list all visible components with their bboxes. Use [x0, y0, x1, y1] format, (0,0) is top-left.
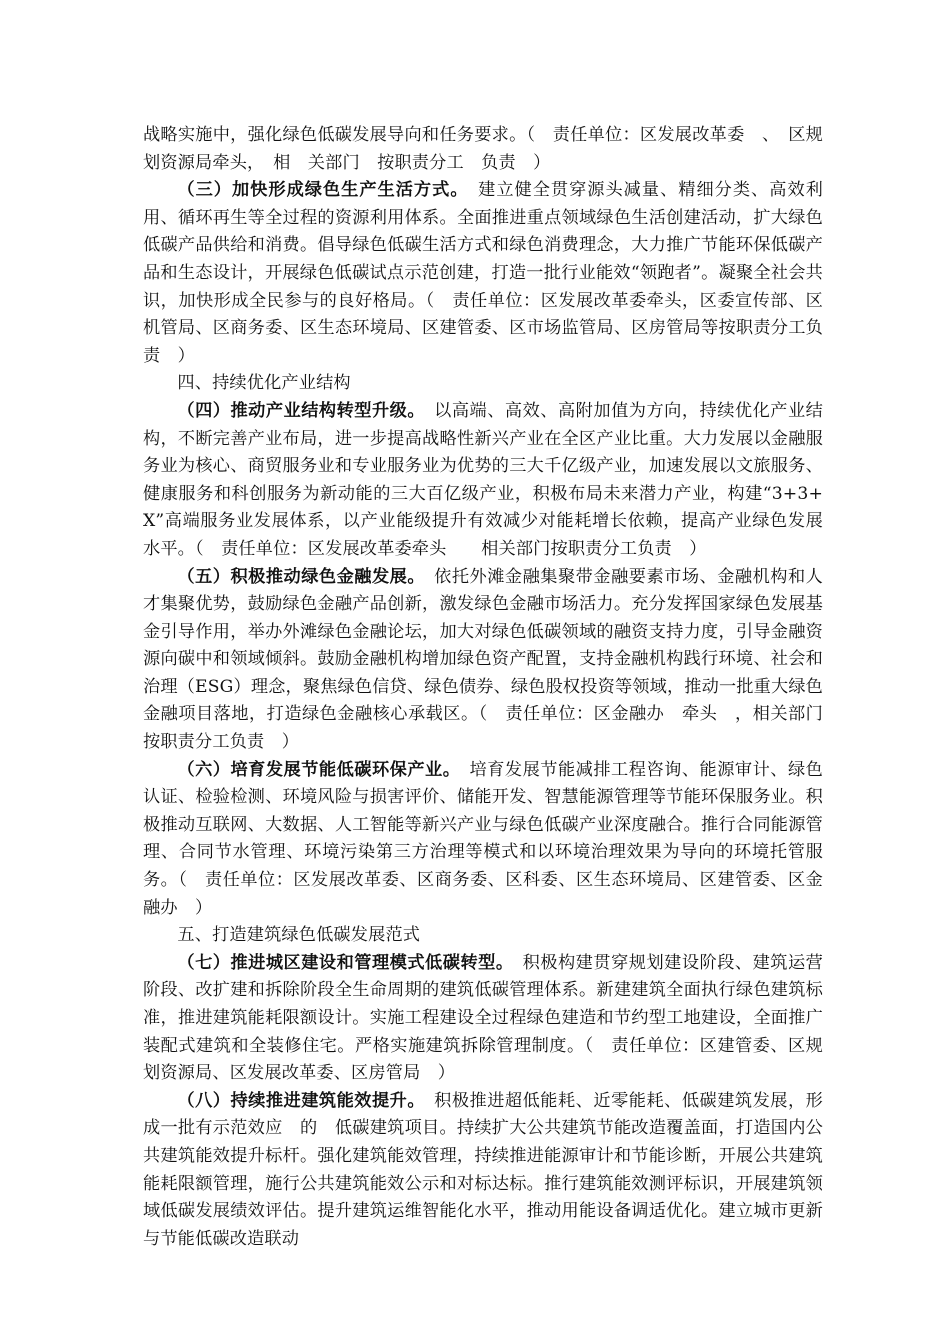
item-title: （四）推动产业结构转型升级。 — [177, 400, 417, 421]
paragraph-text: 建立健全贯穿源头减量、精细分类、高效利用、循环再生等全过程的资源利用体系。全面推进重点领域绿色生活创建活动，扩大绿色低碳产品供给和消费。倡导绿色低碳生活方式和绿色消费理念，大力推广节能环保低碳产品和生态设计，开展绿色低碳试点示范创建，打造一批行业能效“领跑者”。凝聚全社会共识，加快形成全民参与的良好格局。 — [143, 180, 823, 311]
paragraph-text: 积极推进超低能耗、近零能耗、低碳建筑发展，形成一批有示范效应 的 低碳建筑项目。持续扩大公共建筑节能改造覆盖面，打造国内公共建筑能效提升标杆。强化建筑能效管理，持续推进能源审计和节能诊断，开展公共建筑能耗限额管理，施行公共建筑能效公示和对标达标。推行建筑能效测评标识，开展建筑领域低碳发展绩效评估。提升建筑运维智能化水平，推动用能设备调适优化。建立城市更新与节能低碳改造联动 — [143, 1090, 823, 1249]
paragraph-item-3 — [143, 177, 823, 370]
item-title: （七）推进城区建设和管理模式低碳转型。 — [177, 952, 505, 973]
paragraph-item-6 — [143, 757, 823, 923]
paragraph-item-5 — [143, 564, 823, 757]
section-heading-5: 五、打造建筑绿色低碳发展范式 — [177, 925, 421, 946]
responsibility-note: （ 责任单位：区发展改革委牵头，区委宣传部、区机管局、区商务委、区生态环境局、区建管委、区市场监管局、区房管局等按职责分工负责 ） — [143, 290, 823, 366]
paragraph-text: 以高端、高效、高附加值为方向，持续优化产业结构，不断完善产业布局，进一步提高战略性新兴产业在全区产业比重。大力发展以金融服务业为核心、商贸服务业和专业服务业为优势的三大千亿级产业，加速发展以文旅服务、健康服务和科创服务为新动能的三大百亿级产业，积极布局未来潜力产业，构建“3+3+X”高端服务业发展体系，以产业能级提升有效减少对能耗增长依赖，提高产业绿色发展水平。 — [143, 400, 823, 559]
paragraph-item-4 — [143, 398, 823, 564]
item-title: （五）积极推动绿色金融发展。 — [177, 566, 417, 587]
paragraph-text: 培育发展节能减排工程咨询、能源审计、绿色认证、检验检测、环境风险与损害评价、储能开发、智慧能源管理等节能环保服务业。积极推动互联网、大数据、人工智能等新兴产业与绿色低碳产业深度融合。推行合同能源管理、合同节水管理、环境污染第三方治理等模式和以环境治理效果为导向的环境托管服务。 — [143, 759, 823, 891]
item-title: （八）持续推进建筑能效提升。 — [177, 1090, 417, 1111]
paragraph-continuation — [143, 122, 823, 177]
section-heading-4: 四、持续优化产业结构 — [177, 373, 351, 394]
item-title: （六）培育发展节能低碳环保产业。 — [177, 759, 452, 780]
paragraph-text: 积极构建贯穿规划建设阶段、建筑运营阶段、改扩建和拆除阶段全生命周期的建筑低碳管理体系。新建建筑全面执行绿色建筑标准，推进建筑能耗限额设计。实施工程建设全过程绿色建造和节约型工地建设，全面推广装配式建筑和全装修住宅。严格实施建筑拆除管理制度。 — [143, 952, 823, 1056]
paragraph-text: 依托外滩金融集聚带金融要素市场、金融机构和人才集聚优势，鼓励绿色金融产品创新，激发绿色金融市场活力。充分发挥国家绿色发展基金引导作用，举办外滩绿色金融论坛，加大对绿色低碳领域的融资支持力度，引导金融资源向碳中和领域倾斜。鼓励金融机构增加绿色资产配置，支持金融机构践行环境、社会和治理（ESG）理念，聚焦绿色信贷、绿色债券、绿色股权投资等领域，推动一批重大绿色金融项目落地，打造绿色金融核心承载区。 — [143, 566, 823, 725]
responsibility-note: （ 责任单位：区发展改革委牵头 相关部门按职责分工负责 ） — [195, 538, 707, 559]
document-body — [143, 122, 823, 1253]
item-title: （三）加快形成绿色生产生活方式。 — [177, 180, 460, 201]
responsibility-note: （ 责任单位：区发展改革委、区商务委、区科委、区生态环境局、区建管委、区金融办 ） — [143, 870, 823, 918]
paragraph-item-7 — [143, 950, 823, 1088]
paragraph-text: 战略实施中，强化绿色低碳发展导向和任务要求。 — [143, 125, 527, 145]
responsibility-note: （ 责任单位：区发展改革委 、 区规划资源局牵头， 相 关部门 按职责分工 负责 ） — [143, 125, 823, 173]
paragraph-item-8 — [143, 1088, 823, 1254]
responsibility-note: （ 责任单位：区建管委、区规划资源局、区发展改革委、区房管局 ） — [143, 1035, 823, 1084]
responsibility-note: （ 责任单位：区金融办 牵头 ，相关部门按职责分工负责 ） — [143, 704, 823, 753]
